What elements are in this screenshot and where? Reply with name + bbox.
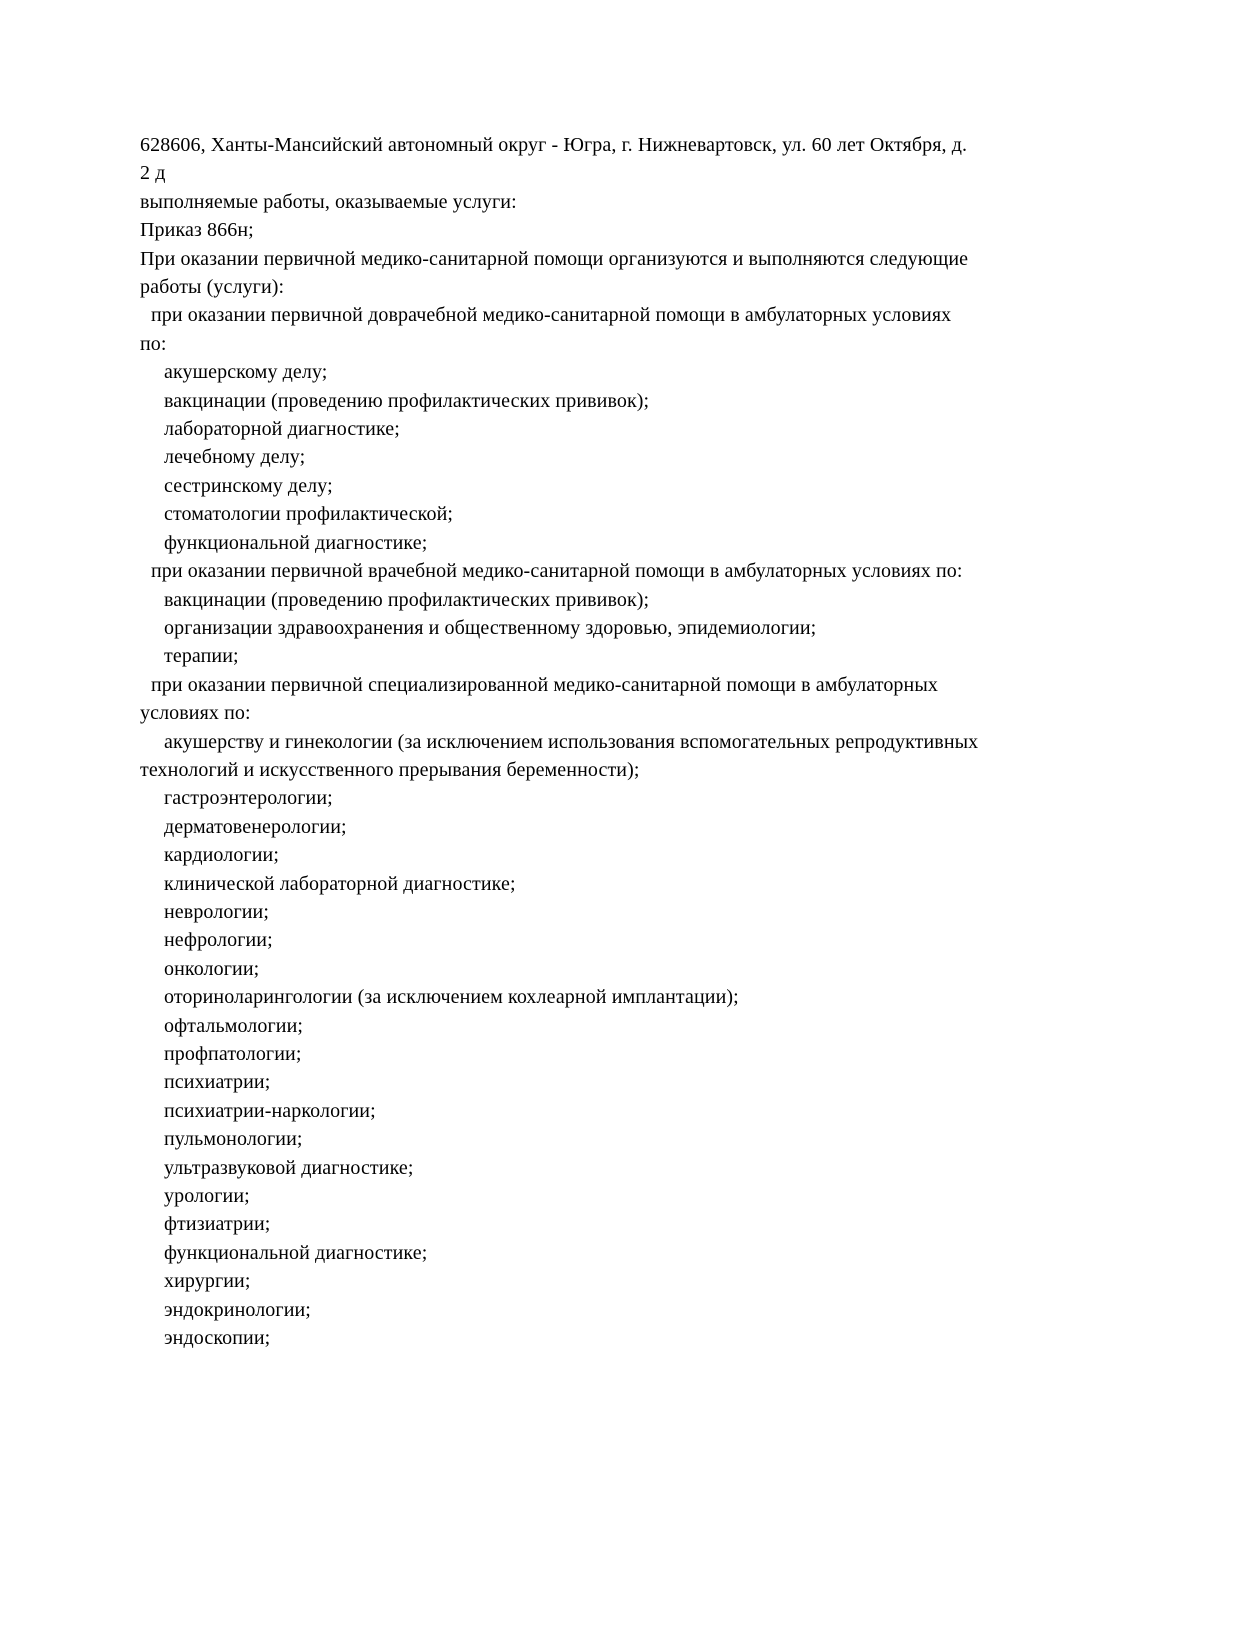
document-line: офтальмологии; xyxy=(164,1014,304,1037)
document-line: психиатрии-наркологии; xyxy=(164,1099,376,1122)
document-line: при оказании первичной доврачебной медико-санитарной помощи в амбулаторных условиях xyxy=(151,304,952,327)
document-line: эндокринологии; xyxy=(164,1298,311,1321)
document-line: хирургии; xyxy=(164,1270,251,1293)
document-line: терапии; xyxy=(164,645,239,668)
document-line: Приказ 866н; xyxy=(140,219,254,242)
document-line: лабораторной диагностике; xyxy=(164,418,400,441)
document-line: фтизиатрии; xyxy=(164,1213,271,1236)
document-line: акушерству и гинекологии (за исключением использования вспомогательных репродуктивных xyxy=(164,730,979,753)
document-line: технологий и искусственного прерывания беременности); xyxy=(140,758,640,781)
document-line: сестринскому делу; xyxy=(164,474,333,497)
document-line: вакцинации (проведению профилактических прививок); xyxy=(164,588,650,611)
document-line: профпатологии; xyxy=(164,1043,302,1065)
document-line: по: xyxy=(140,332,167,355)
document-line: 628606, Ханты-Мансийский автономный округ - Югра, г. Нижневартовск, ул. 60 лет Октября, д. xyxy=(140,134,968,156)
document-line: организации здравоохранения и общественному здоровью, эпидемиологии; xyxy=(164,616,817,639)
document-page xyxy=(140,131,1130,1352)
document-line: при оказании первичной специализированной медико-санитарной помощи в амбулаторных xyxy=(151,673,938,696)
document-line: функциональной диагностике; xyxy=(164,531,428,554)
document-line: лечебному делу; xyxy=(164,446,306,469)
document-line: условиях по: xyxy=(140,702,251,725)
document-line: при оказании первичной врачебной медико-санитарной помощи в амбулаторных условиях по: xyxy=(151,560,963,583)
document-line: работы (услуги): xyxy=(140,276,285,299)
document-line: 2 д xyxy=(140,162,166,185)
document-line: гастроэнтерологии; xyxy=(164,787,333,810)
document-line: нефрологии; xyxy=(164,929,273,952)
document-line: оториноларингологии (за исключением кохлеарной имплантации); xyxy=(164,986,739,1009)
document-line: акушерскому делу; xyxy=(164,361,328,384)
document-line: пульмонологии; xyxy=(164,1128,303,1151)
document-body xyxy=(140,131,1130,1352)
document-line: функциональной диагностике; xyxy=(164,1241,428,1264)
document-line: стоматологии профилактической; xyxy=(164,503,454,526)
document-line: дерматовенерологии; xyxy=(164,815,347,838)
document-line: онкологии; xyxy=(164,957,260,980)
document-line: вакцинации (проведению профилактических прививок); xyxy=(164,389,650,412)
document-line: При оказании первичной медико-санитарной помощи организуются и выполняются следующие xyxy=(140,247,969,270)
document-line: клинической лабораторной диагностике; xyxy=(164,872,516,895)
document-line: психиатрии; xyxy=(164,1071,271,1094)
document-line: выполняемые работы, оказываемые услуги: xyxy=(140,190,517,213)
document-line: неврологии; xyxy=(164,900,270,923)
document-line: кардиологии; xyxy=(164,844,279,867)
document-line: ультразвуковой диагностике; xyxy=(164,1156,414,1179)
document-line: эндоскопии; xyxy=(164,1327,271,1350)
document-line: урологии; xyxy=(164,1185,250,1208)
